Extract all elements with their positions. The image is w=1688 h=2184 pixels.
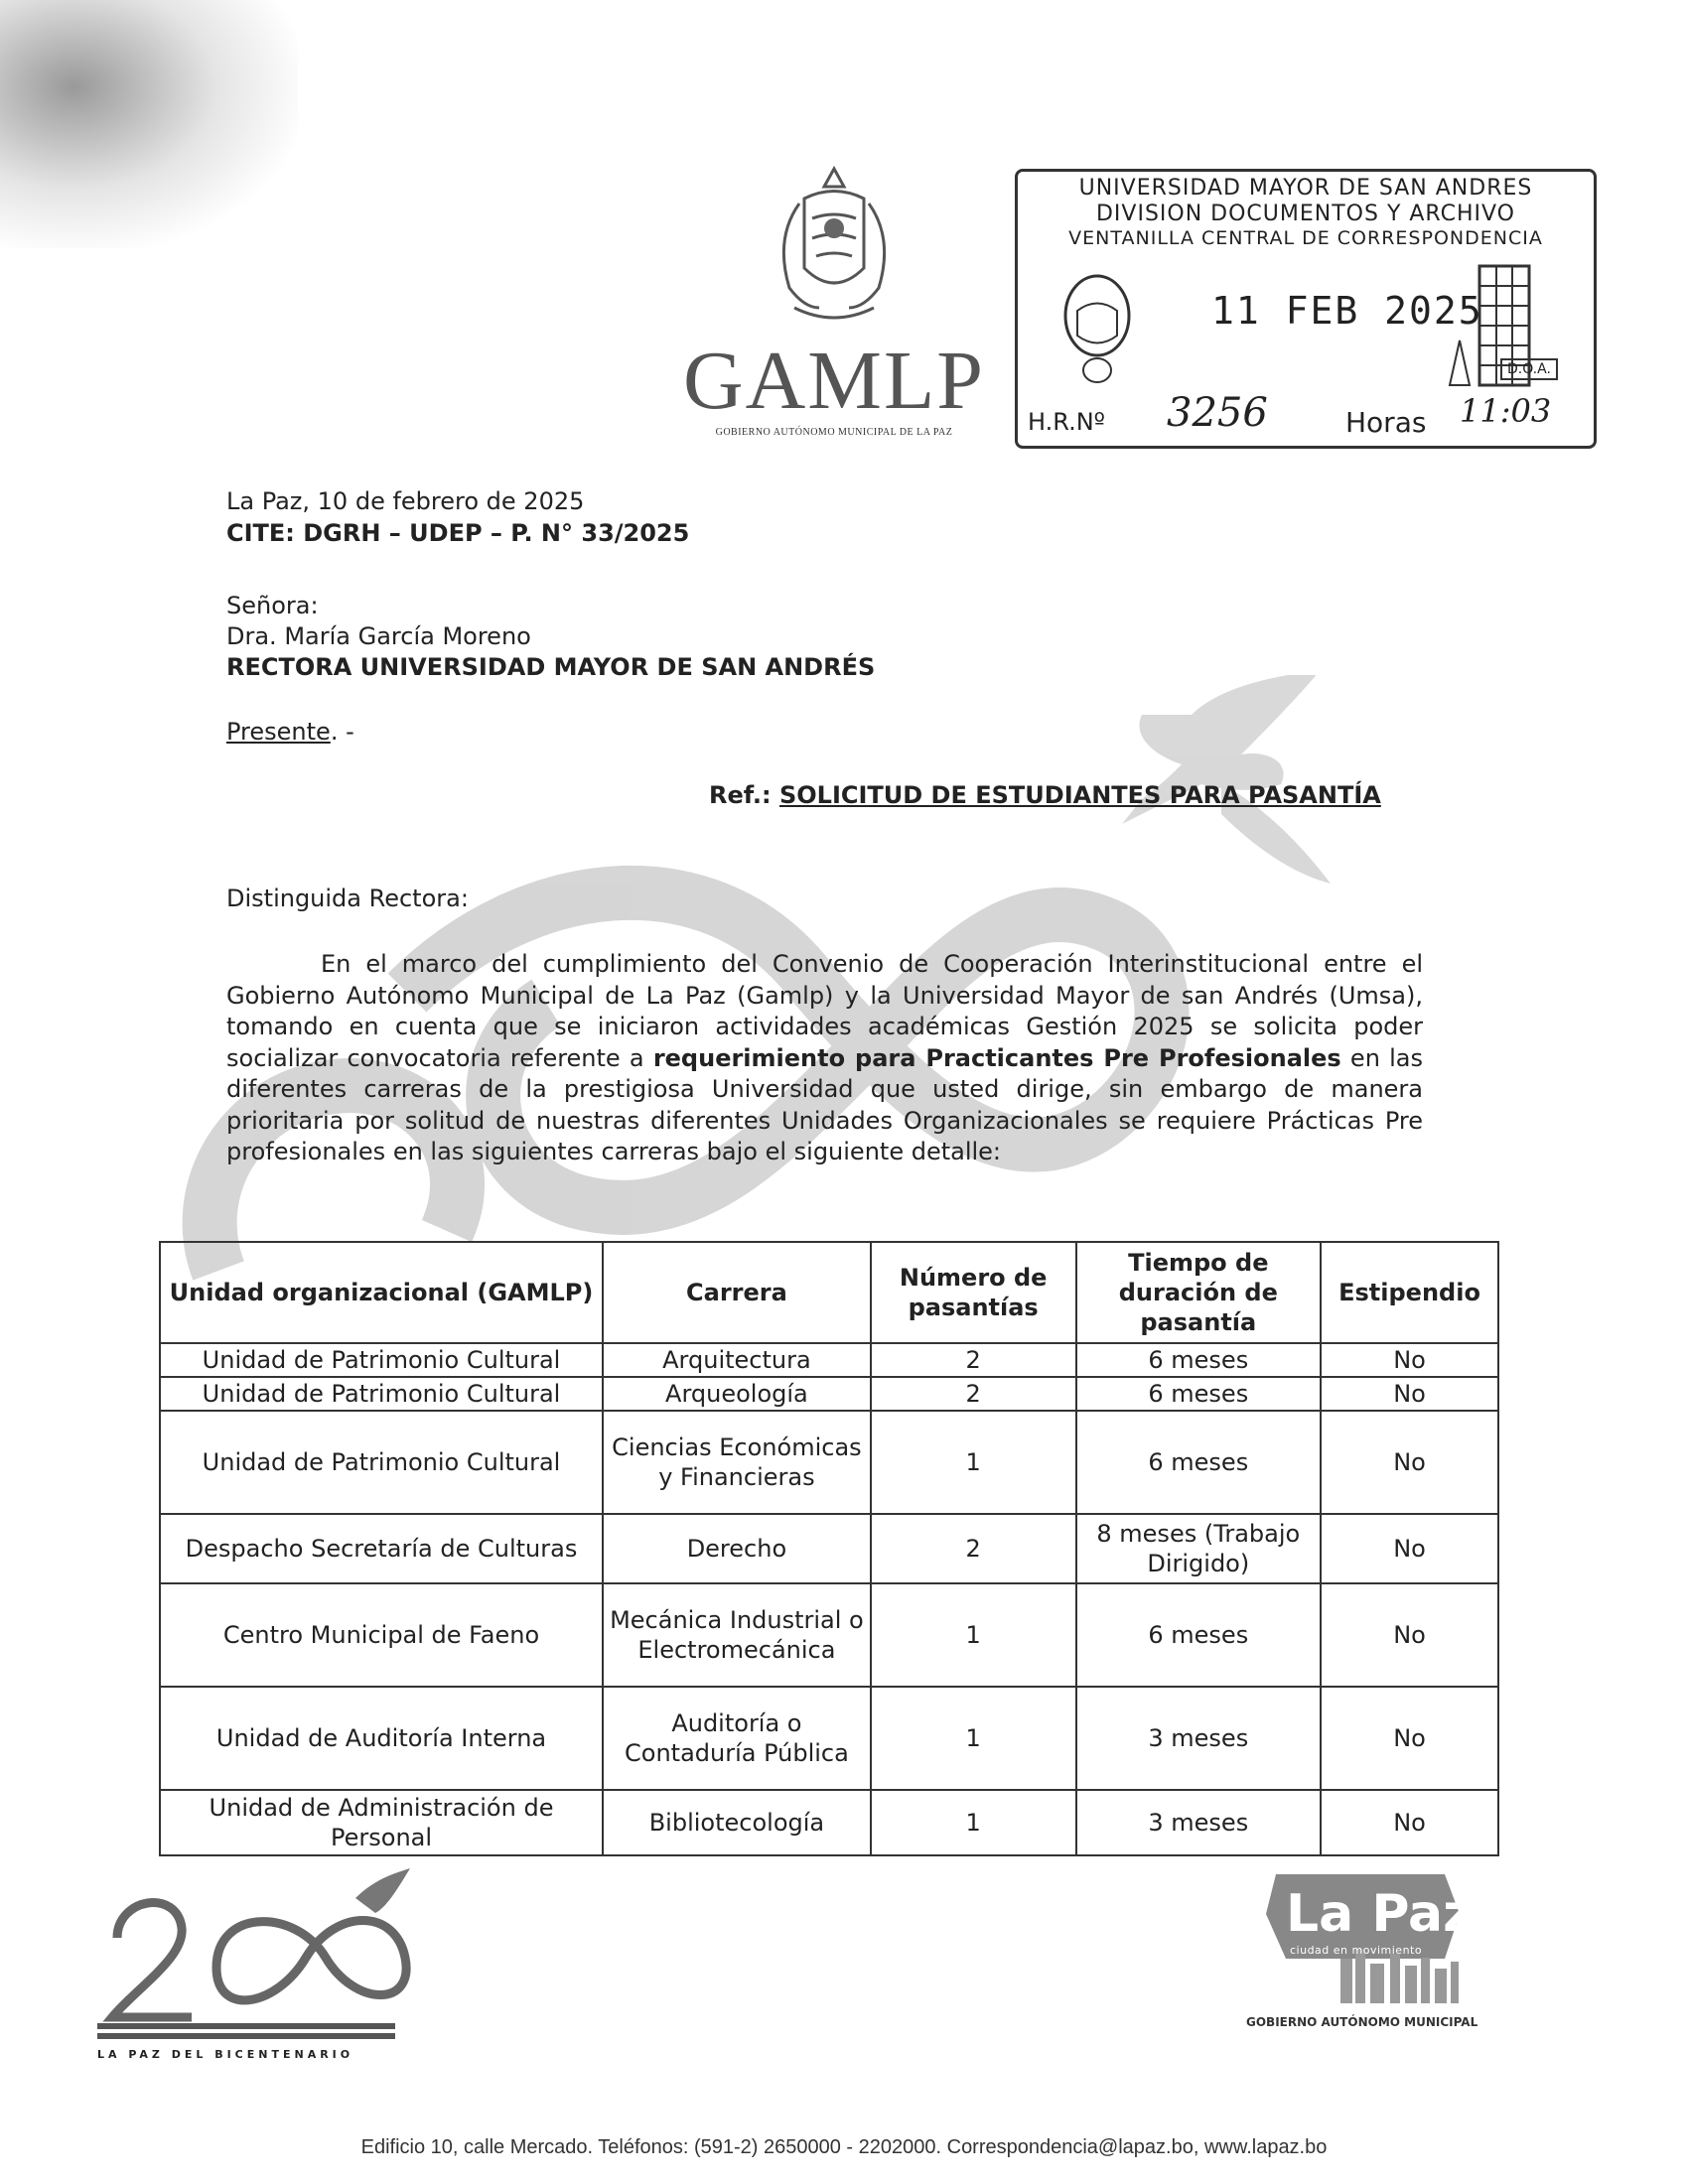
header-numero: Número de pasantías (871, 1242, 1076, 1343)
cell-numero: 2 (871, 1514, 1076, 1583)
cell-estipendio: No (1321, 1790, 1498, 1855)
cell-carrera: Arquitectura (603, 1343, 871, 1377)
header-estipendio: Estipendio (1321, 1242, 1498, 1343)
cell-numero: 1 (871, 1411, 1076, 1514)
cell-numero: 1 (871, 1583, 1076, 1687)
cell-unidad: Despacho Secretaría de Culturas (160, 1514, 603, 1583)
stamp-line-3: VENTANILLA CENTRAL DE CORRESPONDENCIA (1068, 227, 1543, 249)
coat-of-arms-icon (765, 159, 904, 338)
cell-unidad: Unidad de Patrimonio Cultural (160, 1411, 603, 1514)
presente-suffix: . - (330, 718, 354, 746)
body-part-2: en las diferentes carreras de la prestigiosa Universidad que usted dirige, sin embargo de manera prioritaria por solitud de nuestras diferentes Unidades Organizacionales se requiere Prácticas Pre profesionales en las siguientes carreras bajo el siguiente detalle: (226, 1043, 1423, 1165)
scan-smudge (0, 0, 298, 248)
logo-subtitle: GOBIERNO AUTÓNOMO MUNICIPAL DE LA PAZ (715, 427, 953, 438)
cell-estipendio: No (1321, 1343, 1498, 1377)
internship-table (159, 1241, 1499, 1856)
cell-numero: 2 (871, 1343, 1076, 1377)
stamp-horas-label: Horas (1345, 406, 1427, 439)
table-row (160, 1687, 1498, 1790)
salutation-title: Señora: (226, 592, 319, 619)
cell-estipendio: No (1321, 1411, 1498, 1514)
cell-tiempo: 6 meses (1076, 1343, 1322, 1377)
cell-tiempo: 8 meses (Trabajo Dirigido) (1076, 1514, 1322, 1583)
recipient-name: Dra. María García Moreno (226, 622, 531, 650)
gamlp-logo (675, 159, 993, 477)
cite: CITE: DGRH – UDEP – P. N° 33/2025 (226, 519, 690, 547)
reference (709, 780, 1381, 811)
table-row (160, 1377, 1498, 1411)
body-part-1: En el marco del cumplimiento del Convenio de Cooperación Interinstitucional entre el Gobierno Autónomo Municipal de La Paz (Gamlp) y la Universidad Mayor de san Andrés (Umsa), tomando en cuenta que se iniciaron actividades académicas Gestión 2025 se solicita poder socializar convocatoria referente a (226, 950, 1423, 1072)
gobierno-caption: GOBIERNO AUTÓNOMO MUNICIPAL (1246, 2015, 1478, 2029)
cell-estipendio: No (1321, 1583, 1498, 1687)
header-tiempo: Tiempo de duración de pasantía (1076, 1242, 1322, 1343)
stamp-hr-label: H.R.Nº (1028, 408, 1105, 436)
cell-tiempo: 3 meses (1076, 1687, 1322, 1790)
cell-unidad: Centro Municipal de Faeno (160, 1583, 603, 1687)
cell-carrera: Derecho (603, 1514, 871, 1583)
stamp-line-2: DIVISION DOCUMENTOS Y ARCHIVO (1095, 202, 1515, 226)
table-row (160, 1514, 1498, 1583)
cell-carrera: Ciencias Económicas y Financieras (603, 1411, 871, 1514)
cell-unidad: Unidad de Auditoría Interna (160, 1687, 603, 1790)
recipient-position: RECTORA UNIVERSIDAD MAYOR DE SAN ANDRÉS (226, 653, 876, 681)
cell-estipendio: No (1321, 1687, 1498, 1790)
ref-label: Ref.: (709, 781, 772, 809)
table-row (160, 1583, 1498, 1687)
cell-unidad: Unidad de Patrimonio Cultural (160, 1377, 603, 1411)
cell-numero: 1 (871, 1790, 1076, 1855)
stamp-horas-value: 11:03 (1460, 392, 1552, 430)
body-bold: requerimiento para Practicantes Pre Profesionales (652, 1043, 1341, 1072)
cell-unidad: Unidad de Administración de Personal (160, 1790, 603, 1855)
university-seal-icon (1057, 266, 1137, 385)
stamp-doa: D.O.A. (1500, 358, 1558, 380)
place-date: La Paz, 10 de febrero de 2025 (226, 487, 585, 515)
ref-text: SOLICITUD DE ESTUDIANTES PARA PASANTÍA (778, 781, 1381, 809)
cell-tiempo: 6 meses (1076, 1583, 1322, 1687)
body-paragraph (226, 949, 1423, 1168)
stamp-line-1: UNIVERSIDAD MAYOR DE SAN ANDRES (1078, 176, 1533, 201)
presente-line (226, 717, 354, 748)
cell-tiempo: 6 meses (1076, 1377, 1322, 1411)
table-header-row (160, 1242, 1498, 1343)
logo-text: GAMLP (682, 335, 986, 427)
cell-carrera: Auditoría o Contaduría Pública (603, 1687, 871, 1790)
footer-address: Edificio 10, calle Mercado. Teléfonos: (591-2) 2650000 - 2202000. Correspondencia@lapaz.bo, www.lapaz.bo (360, 2136, 1328, 2158)
cell-carrera: Arqueología (603, 1377, 871, 1411)
table-row (160, 1343, 1498, 1377)
cell-tiempo: 3 meses (1076, 1790, 1322, 1855)
cell-carrera: Mecánica Industrial o Electromecánica (603, 1583, 871, 1687)
table-row (160, 1411, 1498, 1514)
header-carrera: Carrera (603, 1242, 871, 1343)
reception-stamp (1015, 169, 1597, 449)
cell-numero: 1 (871, 1687, 1076, 1790)
cell-unidad: Unidad de Patrimonio Cultural (160, 1343, 603, 1377)
stamp-hr-number: 3256 (1167, 390, 1268, 436)
presente: Presente (226, 718, 331, 746)
stamp-date: 11 FEB 2025 (1211, 289, 1483, 333)
lapaz-tagline: ciudad en movimiento (1290, 1944, 1423, 1957)
bicentenario-caption: LA PAZ DEL BICENTENARIO (97, 2048, 354, 2061)
cell-tiempo: 6 meses (1076, 1411, 1322, 1514)
lapaz-name: La Paz (1286, 1884, 1474, 1944)
table-row (160, 1790, 1498, 1855)
cell-estipendio: No (1321, 1377, 1498, 1411)
greeting: Distinguida Rectora: (226, 885, 469, 912)
bicentenario-logo (97, 1868, 415, 2047)
cell-numero: 2 (871, 1377, 1076, 1411)
cell-carrera: Bibliotecología (603, 1790, 871, 1855)
header-unidad: Unidad organizacional (GAMLP) (160, 1242, 603, 1343)
cell-estipendio: No (1321, 1514, 1498, 1583)
lapaz-logo (1246, 1854, 1484, 2003)
